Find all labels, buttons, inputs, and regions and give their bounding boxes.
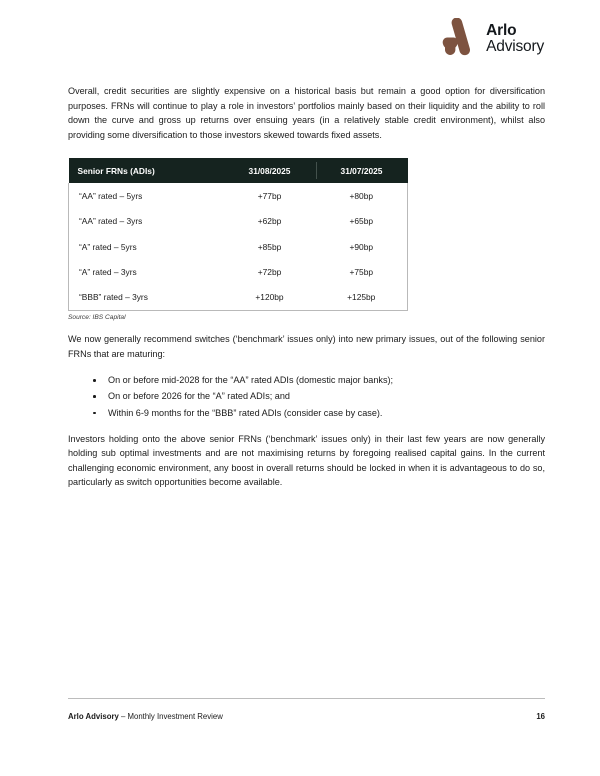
brand-logo — [439, 18, 544, 58]
table-source-note: Source: IBS Capital — [68, 314, 126, 322]
row-value-date-1: +120bp — [255, 292, 284, 303]
document-content — [68, 84, 545, 490]
table-head — [69, 158, 408, 183]
footer-row — [68, 712, 545, 721]
column-header-date-1: 31/08/2025 — [224, 158, 316, 183]
page-header — [0, 0, 600, 72]
footer-brand: Arlo Advisory — [68, 712, 119, 721]
spacer — [68, 421, 545, 432]
row-label: “AA” rated – 3yrs — [79, 216, 143, 227]
table-row — [69, 234, 408, 259]
senior-frns-table — [68, 158, 408, 311]
row-value-date-1: +62bp — [257, 216, 282, 227]
row-label: “A” rated – 5yrs — [79, 241, 137, 252]
row-value-date-2: +75bp — [349, 267, 374, 278]
arlo-a-mark-icon — [439, 18, 477, 58]
list-item: On or before mid-2028 for the “AA” rated ADIs (domestic major banks); — [68, 372, 545, 388]
list-item: Within 6-9 months for the “BBB” rated ADIs (consider case by case). — [68, 405, 545, 421]
row-value-date-2: +80bp — [349, 190, 374, 201]
table-row — [69, 209, 408, 234]
brand-name-line2: Advisory — [486, 37, 544, 55]
paragraph-recommendation: We now generally recommend switches (‘benchmark’ issues only) into new primary issues, out of the following senior FRNs that are maturing: — [68, 334, 545, 359]
row-value-date-2: +65bp — [349, 216, 374, 227]
page-footer — [68, 698, 545, 721]
table-row — [69, 259, 408, 284]
footer-text — [68, 712, 223, 721]
table-header-row — [69, 158, 408, 183]
row-label: “BBB” rated – 3yrs — [79, 292, 148, 303]
column-header-date-2: 31/07/2025 — [316, 158, 408, 183]
row-value-date-1: +77bp — [257, 190, 282, 201]
senior-frns-table-wrapper — [68, 158, 398, 321]
table-row — [69, 285, 408, 311]
row-value-date-2: +90bp — [349, 241, 374, 252]
spacer — [68, 361, 545, 372]
table-body — [69, 183, 408, 310]
maturing-frns-list — [68, 372, 545, 421]
row-value-date-1: +72bp — [257, 267, 282, 278]
row-label: “A” rated – 3yrs — [79, 267, 137, 278]
row-value-date-2: +125bp — [347, 292, 376, 303]
spacer — [68, 321, 545, 332]
page-number: 16 — [536, 712, 545, 721]
brand-wordmark — [486, 22, 544, 55]
column-header-label: Senior FRNs (ADIs) — [69, 158, 224, 183]
row-label: “AA” rated – 5yrs — [79, 190, 143, 201]
row-value-date-1: +85bp — [257, 241, 282, 252]
paragraph-closing: Investors holding onto the above senior FRNs (‘benchmark’ issues only) in their last few years are now generally holding sub optimal investments and are not maximising returns by foregoing realised capital gains. In the current challenging economic environment, any boost in overall returns should be locked in when it is advantageous to do so, particularly as switch opportunities become available. — [68, 433, 545, 488]
brand-name-line1: Arlo — [486, 21, 517, 39]
footer-subtitle: – Monthly Investment Review — [118, 712, 223, 721]
list-item: On or before 2026 for the “A” rated ADIs; and — [68, 388, 545, 404]
footer-divider — [68, 698, 545, 699]
paragraph-intro: Overall, credit securities are slightly expensive on a historical basis but remain a good option for diversification purposes. FRNs will continue to play a role in investors’ portfolios mainly based on their liquidity and the ability to roll down the curve and gross up returns over ensuing years (in a relatively stable credit environment), whilst also providing some diversification to those investors skewed towards fixed assets. — [68, 86, 545, 140]
table-row — [69, 183, 408, 208]
